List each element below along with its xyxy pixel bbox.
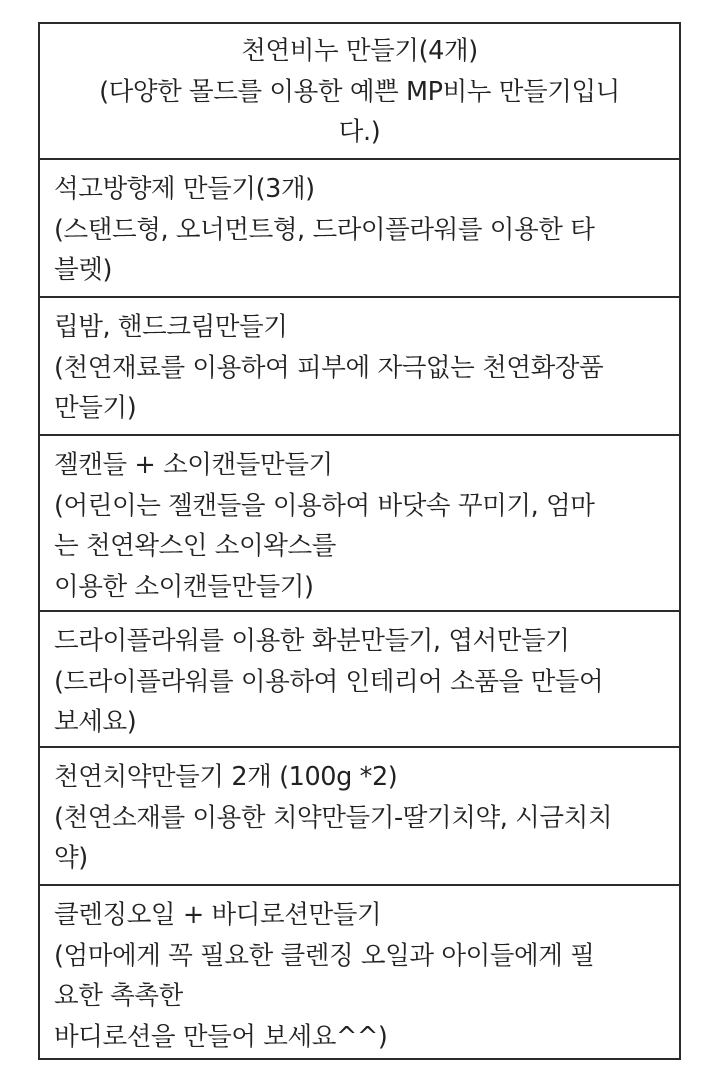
row-description-line: 보세요) [54, 707, 137, 737]
row-description-line: 블렛) [54, 255, 113, 285]
row-description-line: (스탠드형, 오너먼트형, 드라이플라워를 이용한 타 [54, 214, 595, 245]
row-description-line: 바디로션을 만들어 보세요^^) [54, 1021, 388, 1052]
row-title: 립밤, 핸드크림만들기 [54, 312, 288, 342]
row-description-line: 다.) [338, 117, 381, 147]
row-title: 천연치약만들기 2개 (100g *2) [54, 762, 398, 792]
row-description-line: 만들기) [54, 393, 137, 423]
row-title: 젤캔들 + 소이캔들만들기 [54, 450, 333, 480]
program-table [38, 22, 681, 1060]
table-row-candles [40, 434, 679, 610]
table-row-natural-soap [40, 24, 679, 158]
row-title: 클렌징오일 + 바디로션만들기 [54, 900, 382, 930]
row-description-line: (엄마에게 꼭 필요한 클렌징 오일과 아이들에게 필 [54, 940, 595, 971]
row-description-line: 요한 촉촉한 [54, 981, 183, 1011]
row-title: 드라이플라워를 이용한 화분만들기, 엽서만들기 [54, 626, 570, 656]
row-description-line: (어린이는 젤캔들을 이용하여 바닷속 꾸미기, 엄마 [54, 490, 595, 521]
table-row-plaster-aroma [40, 158, 679, 296]
row-description-line: (천연소재를 이용한 치약만들기-딸기치약, 시금치치 [54, 802, 613, 833]
row-description-line: 는 천연왁스인 소이왁스를 [54, 531, 336, 561]
row-description-line: (천연재료를 이용하여 피부에 자극없는 천연화장품 [54, 352, 604, 383]
row-description-line: 약) [54, 843, 88, 873]
row-description-line: (드라이플라워를 이용하여 인테리어 소품을 만들어 [54, 666, 604, 697]
table-row-dryflower-pot [40, 610, 679, 746]
row-description-line: 이용한 소이캔들만들기) [54, 571, 314, 602]
row-description-line: (다양한 몰드를 이용한 예쁜 MP비누 만들기입니 [99, 76, 620, 107]
table-row-toothpaste [40, 746, 679, 884]
row-title: 천연비누 만들기(4개) [241, 36, 478, 66]
table-row-lipbalm-handcream [40, 296, 679, 434]
row-title: 석고방향제 만들기(3개) [54, 174, 315, 204]
table-row-cleansing-lotion [40, 884, 679, 1058]
